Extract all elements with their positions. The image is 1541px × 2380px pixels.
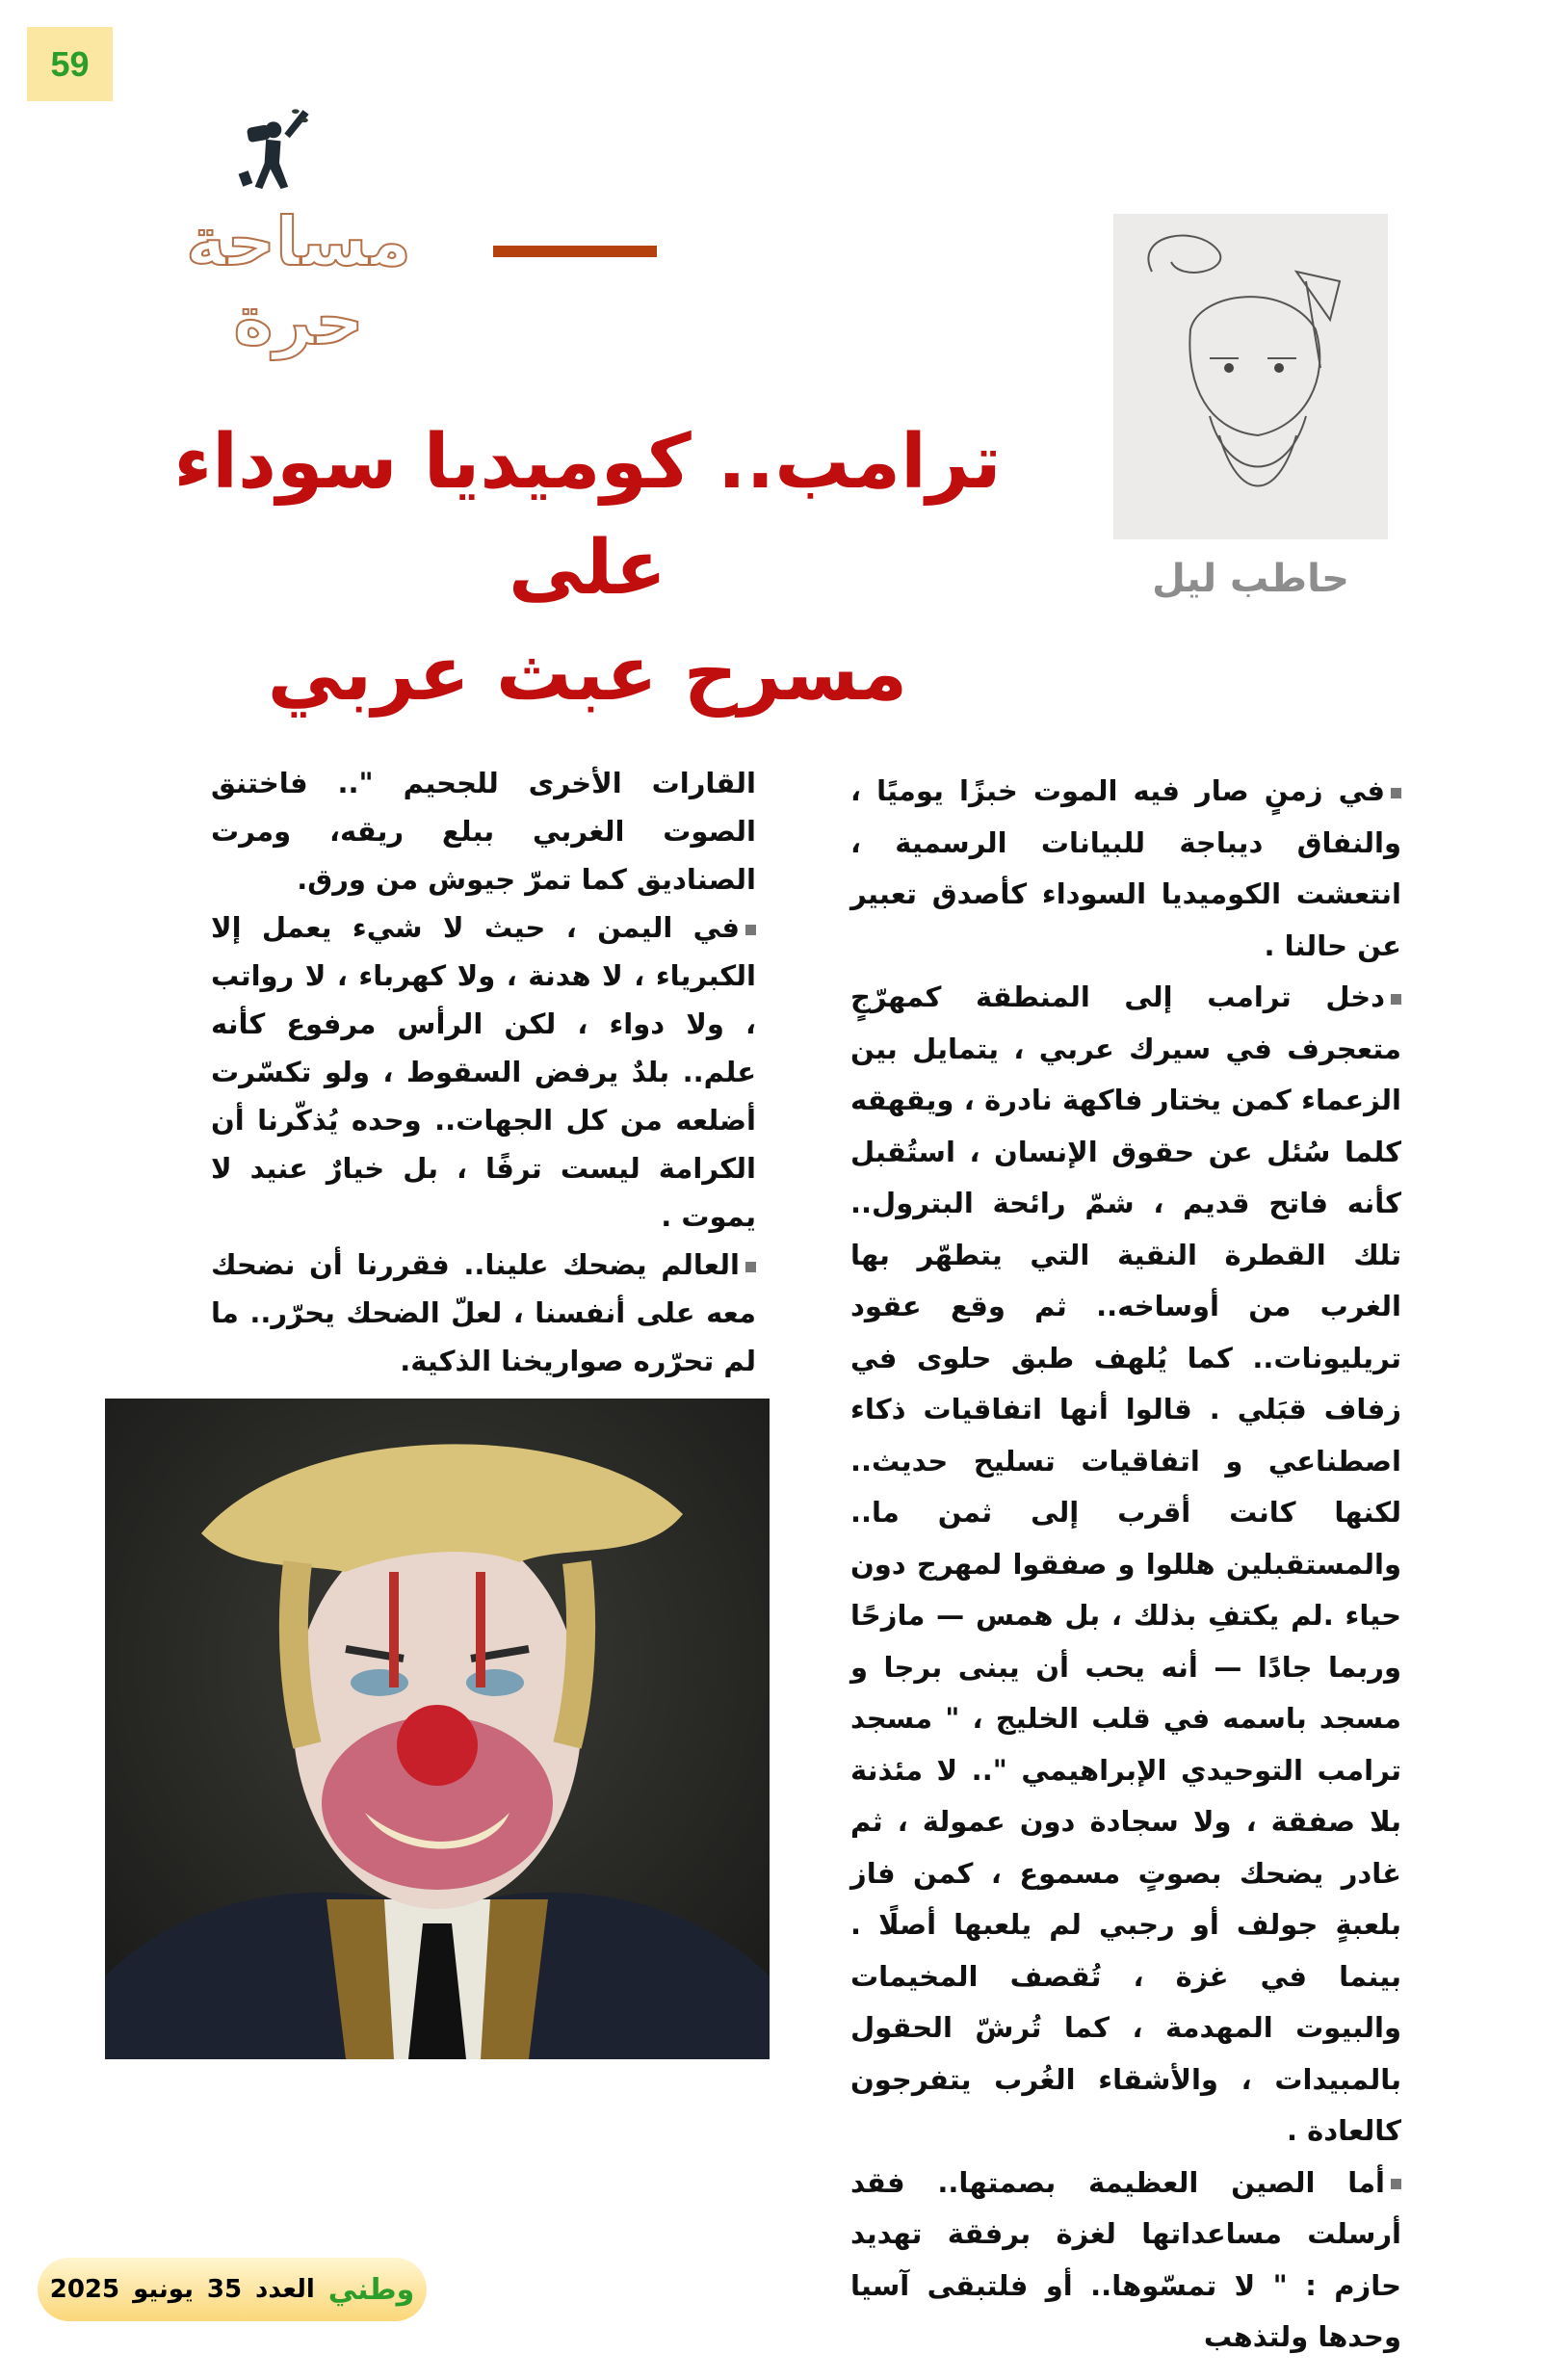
page-number: 59 xyxy=(27,27,113,101)
issue-label: العدد xyxy=(255,2275,315,2304)
author-name: حاطب ليل xyxy=(1152,557,1349,601)
title-line-1: ترامب.. كوميديا سوداء على xyxy=(173,419,1002,612)
paragraph: القارات الأخرى للجحيم ".. فاختنق الصوت الغربي ببلع ريقه، ومرت الصناديق كما تمرّ جيوش من ورق. xyxy=(211,767,756,896)
magazine-brand: وطني xyxy=(327,2272,415,2307)
issue-month: يونيو xyxy=(133,2275,194,2304)
paragraph: دخل ترامب إلى المنطقة كمهرّجٍ متعجرف في سيرك عربي ، يتمايل بين الزعماء كمن يختار فاكهة نادرة ، ويقهقه كلما سُئل عن حقوق الإنسان ، استُقبل كأنه فاتح قديم ، شمّ رائحة البترول.. تلك القطرة النقية التي يتطهّر بها الغرب من أوساخه.. ثم وقع عقود تريليونات.. كما يُلهف طبق حلوى في زفاف قبَلي . قالوا أنها اتفاقيات ذكاء اصطناعي و اتفاقيات تسليح حديث.. لكنها كانت أقرب إلى ثمن ما.. والمستقبلين هللوا و صفقوا لمهرج دون حياء .لم يكتفِ بذلك ، بل همس — مازحًا وربما جادًا — أنه يحب أن يبنى برجا و مسجد باسمه في قلب الخليج ، " مسجد ترامب التوحيدي الإبراهيمي ".. لا مئذنة بلا صفقة ، ولا سجادة دون عمولة ، ثم غادر يضحك بصوتٍ مسموع ، كمن فاز بلعبةٍ جولف أو رجبي لم يلعبها أصلًا . بينما في غزة ، تُقصف المخيمات والبيوت المهدمة ، كما تُرشّ الحقول بالمبيدات ، والأشقاء الغُرب يتفرجون كالعادة . xyxy=(850,972,1401,2158)
issue-number: 35 xyxy=(206,2275,243,2304)
paragraph: في زمنٍ صار فيه الموت خبزًا يوميًا ، والنفاق ديباجة للبيانات الرسمية ، انتعشت الكوميديا السوداء كأصدق تعبير عن حالنا . xyxy=(850,766,1401,972)
paragraph: في اليمن ، حيث لا شيء يعمل إلا الكبرياء ، لا هدنة ، ولا كهرباء ، لا رواتب ، ولا دواء ، لكن الرأس مرفوع كأنه علم.. بلدٌ يرفض السقوط ، ولو تكسّرت أضلعه من كل الجهات.. وحده يُذكّرنا أن الكرامة ليست ترفًا ، بل خيارٌ عنيد لا يموت . xyxy=(211,903,756,1241)
author-portrait xyxy=(1113,214,1388,539)
woodcutter-icon xyxy=(222,104,318,193)
issue-year: 2025 xyxy=(49,2275,120,2304)
article-title xyxy=(96,409,1079,727)
article-column-right xyxy=(850,766,1401,2364)
section-logo xyxy=(116,164,665,360)
section-accent-bar xyxy=(493,246,657,257)
title-line-2: مسرح عبث عربي xyxy=(267,631,908,718)
article-column-left xyxy=(211,759,756,1385)
paragraph: العالم يضحك علينا.. فقررنا أن نضحك معه على أنفسنا ، لعلّ الضحك يحرّر.. ما لم تحرّره صواريخنا الذكية. xyxy=(211,1241,756,1385)
footer-issue-badge xyxy=(38,2258,427,2321)
clown-illustration xyxy=(105,1399,770,2059)
section-label: مساحة حرة xyxy=(186,202,411,360)
paragraph: أما الصين العظيمة بصمتها.. فقد أرسلت مساعداتها لغزة برفقة تهديد حازم : " لا تمسّوها.. أو فلتبقى آسيا وحدها ولتذهب xyxy=(850,2158,1401,2364)
